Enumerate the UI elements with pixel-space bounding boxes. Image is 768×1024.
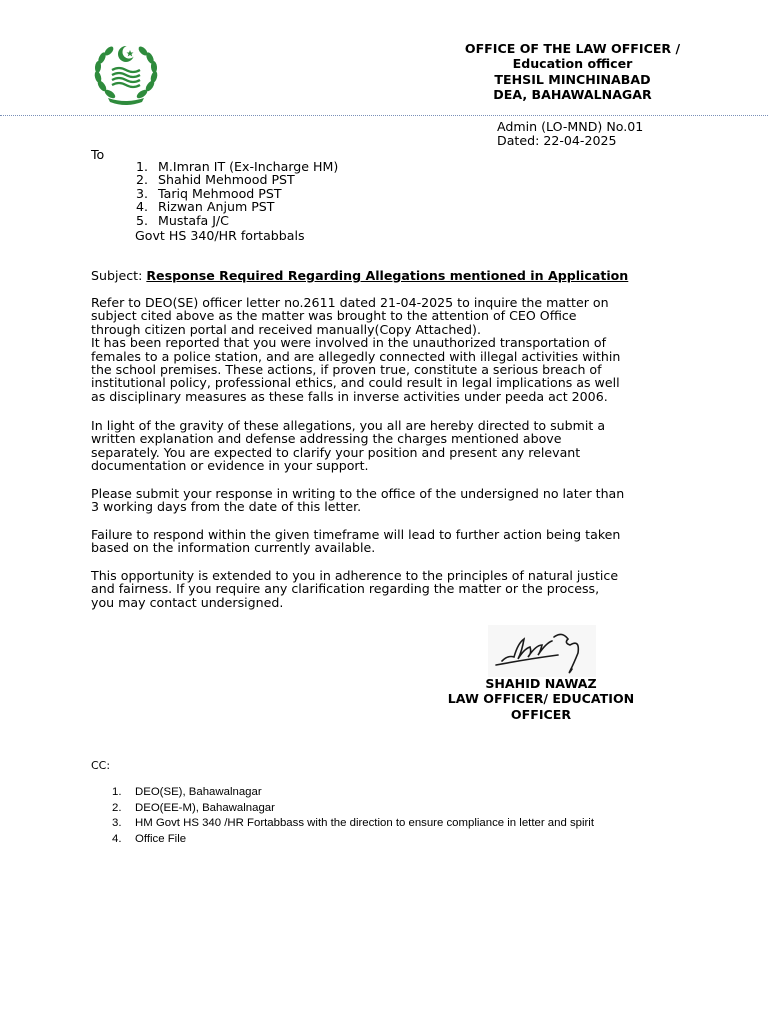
office-line: OFFICE OF THE LAW OFFICER /	[464, 41, 681, 56]
body-paragraph	[91, 528, 691, 555]
text-line: 3 working days from the date of this letter.	[91, 499, 362, 515]
list-item: 5. Mustafa J/C	[136, 212, 229, 228]
text-line: Please submit your response in writing to the office of the undersigned no later than	[91, 486, 625, 501]
text-line: Refer to DEO(SE) officer letter no.2611 dated 21-04-2025 to inquire the matter on	[91, 295, 609, 310]
body-paragraph	[91, 419, 691, 473]
signer-title: OFFICER	[510, 706, 572, 722]
text-line: written explanation and defense addressing the charges mentioned above	[91, 431, 562, 447]
office-line: Education officer	[512, 56, 633, 72]
body-paragraph	[91, 487, 691, 514]
text-line: Failure to respond within the given timeframe will lead to further action being taken	[91, 527, 621, 542]
list-item: 3. HM Govt HS 340 /HR Fortabbass with the direction to ensure compliance in letter and spirit	[112, 817, 594, 830]
text-line: and fairness. If you require any clarification regarding the matter or the process,	[91, 581, 600, 597]
header-divider	[0, 115, 768, 116]
signer-name: SHAHID NAWAZ	[485, 676, 597, 691]
text-line: documentation or evidence in your support.	[91, 458, 369, 474]
text-line: you may contact undersigned.	[91, 594, 284, 610]
text-line: the school premises. These actions, if proven true, constitute a serious breach of	[91, 362, 602, 378]
list-item: 4. Office File	[112, 832, 187, 845]
reference-block	[497, 120, 643, 148]
list-item: 1. DEO(SE), Bahawalnagar	[112, 786, 262, 798]
signer-block	[420, 676, 662, 722]
signature-icon	[488, 625, 596, 677]
text-line: through citizen portal and received manually(Copy Attached).	[91, 321, 481, 337]
addressee-list	[136, 160, 338, 227]
text-line: This opportunity is extended to you in adherence to the principles of natural justice	[91, 568, 619, 583]
office-heading	[440, 41, 705, 103]
office-line: DEA, BAHAWALNAGAR	[493, 87, 652, 103]
text-line: In light of the gravity of these allegations, you all are hereby directed to submit a	[91, 418, 606, 433]
body-paragraph	[91, 296, 691, 403]
punjab-emblem-icon	[90, 40, 162, 106]
to-label: To	[91, 147, 105, 162]
list-item: 3. Tariq Mehmood PST	[136, 185, 282, 201]
office-line: TEHSIL MINCHINABAD	[494, 71, 651, 87]
text-line: separately. You are expected to clarify your position and present any relevant	[91, 444, 581, 460]
subject-label: Subject:	[91, 268, 143, 283]
subject-text: Response Required Regarding Allegations mentioned in Application	[146, 268, 629, 283]
school-name: Govt HS 340/HR fortabbals	[135, 228, 305, 243]
cc-list	[112, 785, 594, 847]
text-line: subject cited above as the matter was brought to the attention of CEO Office	[91, 308, 577, 324]
handwritten-signature	[488, 625, 596, 677]
list-item: 1. M.Imran IT (Ex-Incharge HM)	[136, 159, 339, 174]
text-line: based on the information currently available.	[91, 540, 376, 556]
body-paragraph	[91, 569, 691, 609]
cc-label: CC:	[91, 759, 111, 772]
reference-number: Admin (LO-MND) No.01	[497, 119, 644, 134]
text-line: It has been reported that you were involved in the unauthorized transportation of	[91, 335, 607, 351]
list-item: 2. DEO(EE-M), Bahawalnagar	[112, 801, 275, 814]
text-line: institutional policy, professional ethics, and could result in legal implications as well	[91, 375, 620, 391]
text-line: females to a police station, and are allegedly connected with illegal activities within	[91, 348, 621, 364]
signer-title: LAW OFFICER/ EDUCATION	[447, 691, 635, 707]
text-line: as disciplinary measures as these falls in inverse activities under peeda act 2006.	[91, 388, 608, 404]
reference-date: Dated: 22-04-2025	[497, 133, 617, 148]
list-item: 2. Shahid Mehmood PST	[136, 172, 295, 188]
list-item: 4. Rizwan Anjum PST	[136, 199, 275, 215]
subject-line	[91, 268, 628, 283]
punjab-emblem-logo	[90, 40, 162, 106]
